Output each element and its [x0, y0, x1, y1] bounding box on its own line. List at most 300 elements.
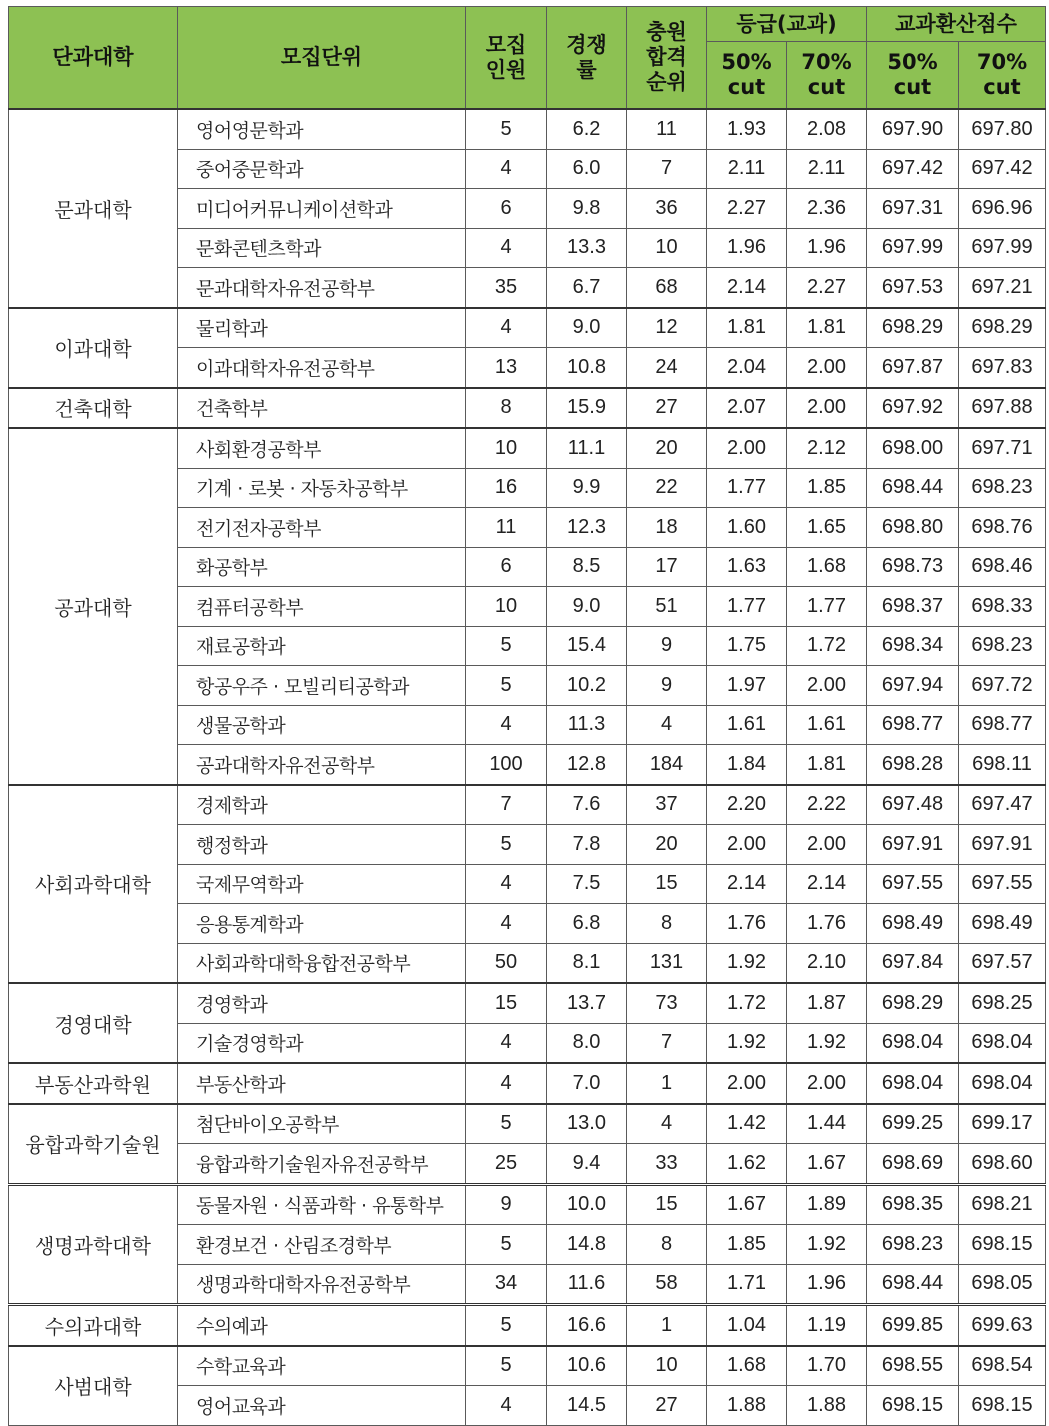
quota-cell: 4 — [466, 1023, 547, 1063]
score-cut50-cell: 697.91 — [867, 825, 959, 865]
grade-cut70-cell: 1.19 — [787, 1305, 867, 1346]
unit-cell: 중어중문학과 — [178, 149, 466, 189]
score-cut70-cell: 699.63 — [959, 1305, 1046, 1346]
score-cut70-cell: 698.76 — [959, 508, 1046, 548]
score-cut70-cell: 698.15 — [959, 1225, 1046, 1265]
score-cut50-cell: 698.00 — [867, 428, 959, 468]
grade-cut50-cell: 2.14 — [707, 864, 787, 904]
grade-cut50-cell: 1.75 — [707, 626, 787, 666]
college-cell: 수의과대학 — [9, 1305, 178, 1346]
grade-cut50-cell: 1.04 — [707, 1305, 787, 1346]
quota-cell: 4 — [466, 228, 547, 268]
header-rank — [627, 7, 707, 110]
grade-cut70-cell: 2.08 — [787, 109, 867, 149]
score-cut70-cell: 698.33 — [959, 587, 1046, 627]
score-cut70-cell: 698.46 — [959, 547, 1046, 587]
unit-cell: 화공학부 — [178, 547, 466, 587]
grade-cut50-cell: 1.92 — [707, 943, 787, 983]
competition-cell: 9.0 — [547, 587, 627, 627]
score-cut70-cell: 697.91 — [959, 825, 1046, 865]
grade-cut70-cell: 1.44 — [787, 1104, 867, 1144]
unit-cell: 사회과학대학융합전공학부 — [178, 943, 466, 983]
unit-cell: 미디어커뮤니케이션학과 — [178, 189, 466, 229]
grade-cut70-cell: 2.12 — [787, 428, 867, 468]
rank-cell: 68 — [627, 268, 707, 308]
quota-cell: 4 — [466, 705, 547, 745]
score-cut50-cell: 698.49 — [867, 904, 959, 944]
college-cell: 문과대학 — [9, 109, 178, 308]
unit-cell: 수학교육과 — [178, 1346, 466, 1386]
header-quota-line2: 인원 — [485, 57, 527, 82]
grade-cut70-cell: 1.92 — [787, 1225, 867, 1265]
grade-cut50-cell: 1.72 — [707, 983, 787, 1023]
grade-cut70-cell: 1.87 — [787, 983, 867, 1023]
score-cut70-cell: 697.55 — [959, 864, 1046, 904]
grade-cut70-cell: 1.76 — [787, 904, 867, 944]
header-quota — [466, 7, 547, 110]
table-row — [9, 1305, 1046, 1346]
header-grade-cut50-pct: 50% — [721, 50, 772, 74]
score-cut50-cell: 698.69 — [867, 1144, 959, 1185]
score-cut50-cell: 697.48 — [867, 785, 959, 825]
competition-cell: 14.5 — [547, 1386, 627, 1426]
competition-cell: 8.0 — [547, 1023, 627, 1063]
grade-cut50-cell: 1.97 — [707, 666, 787, 706]
rank-cell: 9 — [627, 626, 707, 666]
competition-cell: 8.5 — [547, 547, 627, 587]
quota-cell: 6 — [466, 547, 547, 587]
header-score-cut70-label: cut — [983, 75, 1021, 99]
competition-cell: 7.0 — [547, 1063, 627, 1104]
unit-cell: 이과대학자유전공학부 — [178, 348, 466, 388]
rank-cell: 27 — [627, 388, 707, 429]
quota-cell: 13 — [466, 348, 547, 388]
quota-cell: 5 — [466, 1305, 547, 1346]
unit-cell: 첨단바이오공학부 — [178, 1104, 466, 1144]
score-cut50-cell: 697.87 — [867, 348, 959, 388]
score-cut70-cell: 697.42 — [959, 149, 1046, 189]
rank-cell: 11 — [627, 109, 707, 149]
header-score-cut50 — [867, 42, 959, 110]
college-cell: 공과대학 — [9, 428, 178, 785]
grade-cut70-cell: 1.81 — [787, 308, 867, 348]
competition-cell: 10.6 — [547, 1346, 627, 1386]
score-cut70-cell: 698.11 — [959, 745, 1046, 785]
grade-cut70-cell: 1.88 — [787, 1386, 867, 1426]
unit-cell: 융합과학기술원자유전공학부 — [178, 1144, 466, 1185]
competition-cell: 9.8 — [547, 189, 627, 229]
competition-cell: 11.3 — [547, 705, 627, 745]
college-cell: 생명과학대학 — [9, 1184, 178, 1305]
table-body — [9, 109, 1046, 1425]
competition-cell: 6.2 — [547, 109, 627, 149]
unit-cell: 항공우주 · 모빌리티공학과 — [178, 666, 466, 706]
grade-cut50-cell: 2.00 — [707, 825, 787, 865]
unit-cell: 환경보건 · 산림조경학부 — [178, 1225, 466, 1265]
grade-cut50-cell: 1.76 — [707, 904, 787, 944]
competition-cell: 7.6 — [547, 785, 627, 825]
unit-cell: 국제무역학과 — [178, 864, 466, 904]
rank-cell: 27 — [627, 1386, 707, 1426]
competition-cell: 13.7 — [547, 983, 627, 1023]
rank-cell: 1 — [627, 1305, 707, 1346]
competition-cell: 11.1 — [547, 428, 627, 468]
header-quota-line1: 모집 — [485, 32, 527, 57]
score-cut50-cell: 699.85 — [867, 1305, 959, 1346]
score-cut50-cell: 697.42 — [867, 149, 959, 189]
score-cut70-cell: 698.04 — [959, 1063, 1046, 1104]
quota-cell: 7 — [466, 785, 547, 825]
grade-cut70-cell: 1.68 — [787, 547, 867, 587]
quota-cell: 5 — [466, 1225, 547, 1265]
competition-cell: 12.8 — [547, 745, 627, 785]
competition-cell: 15.4 — [547, 626, 627, 666]
admission-results-table — [8, 6, 1046, 1426]
quota-cell: 10 — [466, 587, 547, 627]
rank-cell: 33 — [627, 1144, 707, 1185]
score-cut50-cell: 699.25 — [867, 1104, 959, 1144]
table-row — [9, 1184, 1046, 1225]
grade-cut50-cell: 2.20 — [707, 785, 787, 825]
score-cut50-cell: 697.99 — [867, 228, 959, 268]
score-cut70-cell: 697.21 — [959, 268, 1046, 308]
rank-cell: 12 — [627, 308, 707, 348]
header-score-cut50-pct: 50% — [887, 50, 938, 74]
competition-cell: 9.0 — [547, 308, 627, 348]
score-cut70-cell: 697.83 — [959, 348, 1046, 388]
score-cut50-cell: 698.29 — [867, 308, 959, 348]
rank-cell: 18 — [627, 508, 707, 548]
table-header — [9, 7, 1046, 110]
grade-cut70-cell: 2.10 — [787, 943, 867, 983]
grade-cut70-cell: 2.22 — [787, 785, 867, 825]
quota-cell: 9 — [466, 1184, 547, 1225]
score-cut70-cell: 698.05 — [959, 1264, 1046, 1305]
grade-cut70-cell: 2.36 — [787, 189, 867, 229]
unit-cell: 영어교육과 — [178, 1386, 466, 1426]
score-cut50-cell: 698.44 — [867, 468, 959, 508]
table-row — [9, 308, 1046, 348]
score-cut70-cell: 698.25 — [959, 983, 1046, 1023]
score-cut70-cell: 698.49 — [959, 904, 1046, 944]
score-cut70-cell: 699.17 — [959, 1104, 1046, 1144]
score-cut50-cell: 698.77 — [867, 705, 959, 745]
grade-cut70-cell: 2.00 — [787, 666, 867, 706]
rank-cell: 36 — [627, 189, 707, 229]
grade-cut70-cell: 1.81 — [787, 745, 867, 785]
unit-cell: 문과대학자유전공학부 — [178, 268, 466, 308]
rank-cell: 4 — [627, 705, 707, 745]
rank-cell: 22 — [627, 468, 707, 508]
rank-cell: 7 — [627, 1023, 707, 1063]
grade-cut50-cell: 1.96 — [707, 228, 787, 268]
rank-cell: 1 — [627, 1063, 707, 1104]
competition-cell: 12.3 — [547, 508, 627, 548]
grade-cut50-cell: 1.63 — [707, 547, 787, 587]
header-unit: 모집단위 — [178, 7, 466, 110]
competition-cell: 10.0 — [547, 1184, 627, 1225]
table-row — [9, 1063, 1046, 1104]
quota-cell: 100 — [466, 745, 547, 785]
score-cut50-cell: 697.84 — [867, 943, 959, 983]
grade-cut70-cell: 1.96 — [787, 228, 867, 268]
table-row — [9, 428, 1046, 468]
unit-cell: 생명과학대학자유전공학부 — [178, 1264, 466, 1305]
header-competition-line2: 률 — [576, 57, 597, 82]
unit-cell: 행정학과 — [178, 825, 466, 865]
rank-cell: 8 — [627, 1225, 707, 1265]
unit-cell: 영어영문학과 — [178, 109, 466, 149]
competition-cell: 7.5 — [547, 864, 627, 904]
grade-cut50-cell: 2.07 — [707, 388, 787, 429]
header-score-cut70 — [959, 42, 1046, 110]
header-score-group: 교과환산점수 — [867, 7, 1046, 42]
competition-cell: 7.8 — [547, 825, 627, 865]
score-cut70-cell: 696.96 — [959, 189, 1046, 229]
score-cut50-cell: 697.90 — [867, 109, 959, 149]
grade-cut50-cell: 1.88 — [707, 1386, 787, 1426]
rank-cell: 73 — [627, 983, 707, 1023]
score-cut70-cell: 698.60 — [959, 1144, 1046, 1185]
college-cell: 경영대학 — [9, 983, 178, 1063]
unit-cell: 경제학과 — [178, 785, 466, 825]
quota-cell: 16 — [466, 468, 547, 508]
quota-cell: 4 — [466, 864, 547, 904]
grade-cut70-cell: 2.00 — [787, 825, 867, 865]
grade-cut50-cell: 1.81 — [707, 308, 787, 348]
score-cut50-cell: 697.53 — [867, 268, 959, 308]
unit-cell: 경영학과 — [178, 983, 466, 1023]
grade-cut50-cell: 2.00 — [707, 428, 787, 468]
quota-cell: 5 — [466, 109, 547, 149]
rank-cell: 15 — [627, 1184, 707, 1225]
score-cut70-cell: 697.88 — [959, 388, 1046, 429]
score-cut70-cell: 697.57 — [959, 943, 1046, 983]
grade-cut50-cell: 1.61 — [707, 705, 787, 745]
header-college: 단과대학 — [9, 7, 178, 110]
grade-cut50-cell: 1.42 — [707, 1104, 787, 1144]
unit-cell: 기계 · 로봇 · 자동차공학부 — [178, 468, 466, 508]
header-grade-cut70-pct: 70% — [801, 50, 852, 74]
quota-cell: 15 — [466, 983, 547, 1023]
score-cut50-cell: 698.04 — [867, 1063, 959, 1104]
rank-cell: 9 — [627, 666, 707, 706]
rank-cell: 51 — [627, 587, 707, 627]
grade-cut70-cell: 2.27 — [787, 268, 867, 308]
grade-cut50-cell: 2.00 — [707, 1063, 787, 1104]
rank-cell: 131 — [627, 943, 707, 983]
college-cell: 융합과학기술원 — [9, 1104, 178, 1185]
score-cut50-cell: 698.55 — [867, 1346, 959, 1386]
grade-cut70-cell: 1.85 — [787, 468, 867, 508]
table-row — [9, 1104, 1046, 1144]
grade-cut50-cell: 1.60 — [707, 508, 787, 548]
competition-cell: 15.9 — [547, 388, 627, 429]
unit-cell: 응용통계학과 — [178, 904, 466, 944]
score-cut70-cell: 698.23 — [959, 626, 1046, 666]
unit-cell: 물리학과 — [178, 308, 466, 348]
competition-cell: 9.4 — [547, 1144, 627, 1185]
score-cut70-cell: 698.29 — [959, 308, 1046, 348]
competition-cell: 6.8 — [547, 904, 627, 944]
score-cut50-cell: 697.55 — [867, 864, 959, 904]
quota-cell: 6 — [466, 189, 547, 229]
score-cut50-cell: 698.35 — [867, 1184, 959, 1225]
score-cut50-cell: 698.29 — [867, 983, 959, 1023]
unit-cell: 공과대학자유전공학부 — [178, 745, 466, 785]
competition-cell: 9.9 — [547, 468, 627, 508]
quota-cell: 4 — [466, 308, 547, 348]
unit-cell: 동물자원 · 식품과학 · 유통학부 — [178, 1184, 466, 1225]
college-cell: 사범대학 — [9, 1346, 178, 1426]
rank-cell: 20 — [627, 825, 707, 865]
rank-cell: 37 — [627, 785, 707, 825]
score-cut70-cell: 698.15 — [959, 1386, 1046, 1426]
score-cut50-cell: 698.04 — [867, 1023, 959, 1063]
quota-cell: 5 — [466, 1104, 547, 1144]
header-rank-line1: 충원 — [646, 20, 687, 44]
quota-cell: 5 — [466, 825, 547, 865]
table-row — [9, 1346, 1046, 1386]
unit-cell: 기술경영학과 — [178, 1023, 466, 1063]
score-cut70-cell: 698.77 — [959, 705, 1046, 745]
rank-cell: 58 — [627, 1264, 707, 1305]
competition-cell: 10.2 — [547, 666, 627, 706]
quota-cell: 8 — [466, 388, 547, 429]
table-row — [9, 388, 1046, 429]
score-cut50-cell: 698.15 — [867, 1386, 959, 1426]
competition-cell: 10.8 — [547, 348, 627, 388]
grade-cut70-cell: 1.72 — [787, 626, 867, 666]
grade-cut70-cell: 1.67 — [787, 1144, 867, 1185]
quota-cell: 11 — [466, 508, 547, 548]
grade-cut50-cell: 2.04 — [707, 348, 787, 388]
header-rank-line2: 합격 — [646, 45, 687, 69]
competition-cell: 13.0 — [547, 1104, 627, 1144]
score-cut70-cell: 698.04 — [959, 1023, 1046, 1063]
unit-cell: 건축학부 — [178, 388, 466, 429]
table-row — [9, 109, 1046, 149]
header-competition-line1: 경쟁 — [566, 32, 607, 57]
score-cut70-cell: 697.80 — [959, 109, 1046, 149]
grade-cut50-cell: 1.93 — [707, 109, 787, 149]
unit-cell: 컴퓨터공학부 — [178, 587, 466, 627]
rank-cell: 10 — [627, 228, 707, 268]
table-row — [9, 983, 1046, 1023]
score-cut70-cell: 697.71 — [959, 428, 1046, 468]
quota-cell: 5 — [466, 1346, 547, 1386]
competition-cell: 6.0 — [547, 149, 627, 189]
rank-cell: 24 — [627, 348, 707, 388]
rank-cell: 17 — [627, 547, 707, 587]
grade-cut50-cell: 2.14 — [707, 268, 787, 308]
unit-cell: 전기전자공학부 — [178, 508, 466, 548]
header-grade-cut70 — [787, 42, 867, 110]
college-cell: 부동산과학원 — [9, 1063, 178, 1104]
score-cut50-cell: 698.73 — [867, 547, 959, 587]
grade-cut50-cell: 1.67 — [707, 1184, 787, 1225]
score-cut50-cell: 697.31 — [867, 189, 959, 229]
score-cut50-cell: 698.34 — [867, 626, 959, 666]
quota-cell: 25 — [466, 1144, 547, 1185]
competition-cell: 14.8 — [547, 1225, 627, 1265]
grade-cut50-cell: 1.77 — [707, 587, 787, 627]
competition-cell: 13.3 — [547, 228, 627, 268]
quota-cell: 34 — [466, 1264, 547, 1305]
competition-cell: 16.6 — [547, 1305, 627, 1346]
unit-cell: 재료공학과 — [178, 626, 466, 666]
grade-cut50-cell: 1.84 — [707, 745, 787, 785]
college-cell: 이과대학 — [9, 308, 178, 388]
grade-cut70-cell: 2.11 — [787, 149, 867, 189]
unit-cell: 부동산학과 — [178, 1063, 466, 1104]
rank-cell: 15 — [627, 864, 707, 904]
quota-cell: 5 — [466, 626, 547, 666]
score-cut50-cell: 698.80 — [867, 508, 959, 548]
competition-cell: 11.6 — [547, 1264, 627, 1305]
unit-cell: 사회환경공학부 — [178, 428, 466, 468]
score-cut50-cell: 698.23 — [867, 1225, 959, 1265]
quota-cell: 4 — [466, 904, 547, 944]
grade-cut70-cell: 1.65 — [787, 508, 867, 548]
score-cut70-cell: 698.54 — [959, 1346, 1046, 1386]
table-row — [9, 785, 1046, 825]
unit-cell: 생물공학과 — [178, 705, 466, 745]
score-cut70-cell: 697.99 — [959, 228, 1046, 268]
grade-cut70-cell: 1.96 — [787, 1264, 867, 1305]
quota-cell: 4 — [466, 149, 547, 189]
header-score-cut70-pct: 70% — [976, 50, 1028, 74]
header-competition — [547, 7, 627, 110]
grade-cut70-cell: 1.89 — [787, 1184, 867, 1225]
quota-cell: 50 — [466, 943, 547, 983]
grade-cut70-cell: 2.00 — [787, 388, 867, 429]
header-grade-group: 등급(교과) — [707, 7, 867, 42]
college-cell: 사회과학대학 — [9, 785, 178, 984]
score-cut70-cell: 697.72 — [959, 666, 1046, 706]
header-rank-line3: 순위 — [646, 70, 687, 94]
grade-cut50-cell: 2.11 — [707, 149, 787, 189]
score-cut70-cell: 697.47 — [959, 785, 1046, 825]
college-cell: 건축대학 — [9, 388, 178, 429]
quota-cell: 4 — [466, 1386, 547, 1426]
rank-cell: 10 — [627, 1346, 707, 1386]
score-cut50-cell: 697.94 — [867, 666, 959, 706]
grade-cut50-cell: 1.71 — [707, 1264, 787, 1305]
score-cut70-cell: 698.21 — [959, 1184, 1046, 1225]
grade-cut50-cell: 1.85 — [707, 1225, 787, 1265]
unit-cell: 문화콘텐츠학과 — [178, 228, 466, 268]
grade-cut70-cell: 1.61 — [787, 705, 867, 745]
rank-cell: 7 — [627, 149, 707, 189]
grade-cut70-cell: 2.14 — [787, 864, 867, 904]
score-cut50-cell: 697.92 — [867, 388, 959, 429]
competition-cell: 8.1 — [547, 943, 627, 983]
rank-cell: 20 — [627, 428, 707, 468]
grade-cut70-cell: 1.70 — [787, 1346, 867, 1386]
grade-cut50-cell: 2.27 — [707, 189, 787, 229]
grade-cut70-cell: 1.92 — [787, 1023, 867, 1063]
quota-cell: 4 — [466, 1063, 547, 1104]
score-cut70-cell: 698.23 — [959, 468, 1046, 508]
grade-cut50-cell: 1.92 — [707, 1023, 787, 1063]
grade-cut70-cell: 1.77 — [787, 587, 867, 627]
unit-cell: 수의예과 — [178, 1305, 466, 1346]
score-cut50-cell: 698.37 — [867, 587, 959, 627]
grade-cut50-cell: 1.62 — [707, 1144, 787, 1185]
header-grade-cut50-label: cut — [727, 75, 766, 99]
rank-cell: 8 — [627, 904, 707, 944]
